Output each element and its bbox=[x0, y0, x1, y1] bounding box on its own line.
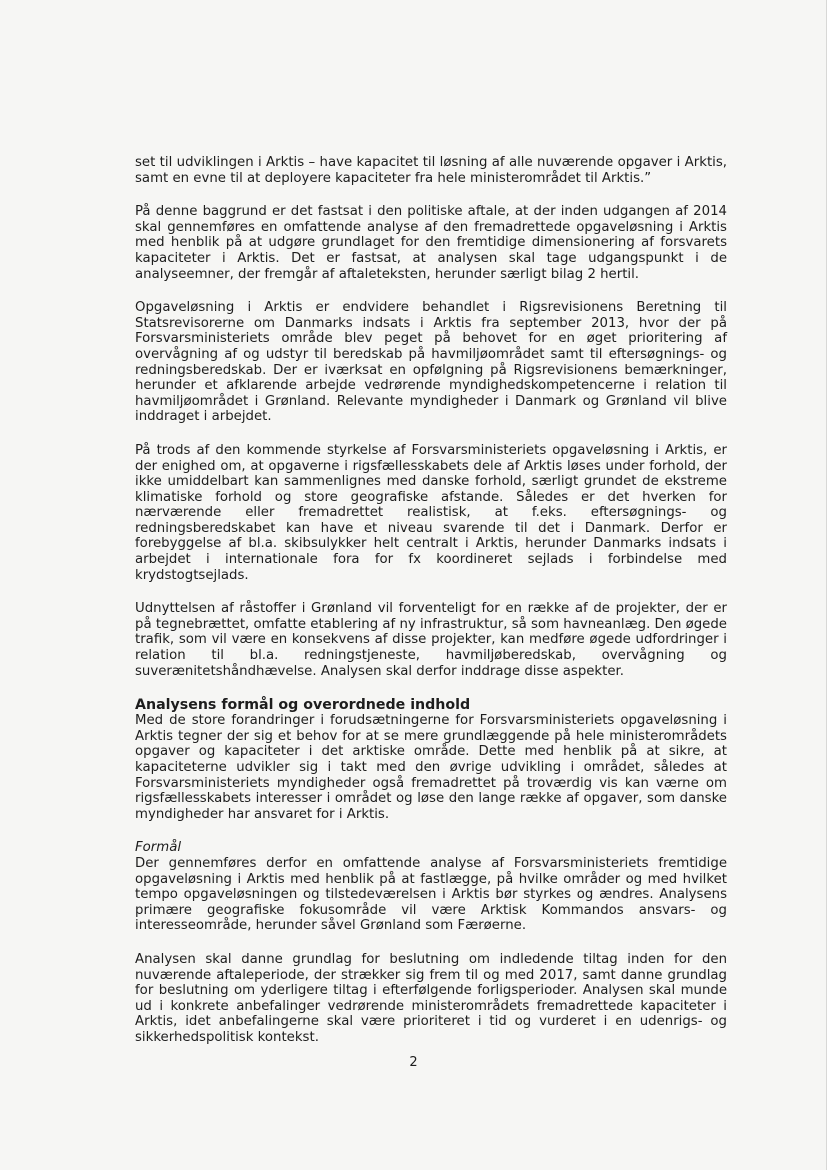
paragraph: Udnyttelsen af råstoffer i Grønland vil forventeligt for en række af de projekter, der er på tegnebrættet, omfatte etablering af ny infrastruktur, så som havneanlæg. Den øgede trafik, som vil være en konsekvens af disse projekter, kan medføre øgede udfordringer i relation til bl.a. redningstjeneste, havmiljøberedskab, overvågning og suverænitetshåndhævelse. Analysen skal derfor inddrage disse aspekter. bbox=[135, 601, 727, 679]
page-number: 2 bbox=[409, 1055, 418, 1070]
paragraph: På denne baggrund er det fastsat i den politiske aftale, at der inden udgangen af 2014 skal gennemføres en omfattende analyse af den fremadrettede opgaveløsning i Arktis med henblik på at udgøre grundlaget for den fremtidige dimensionering af forsvarets kapaciteter i Arktis. Det er fastsat, at analysen skal tage udgangspunkt i de analyseemner, der fremgår af aftaleteksten, herunder særligt bilag 2 hertil. bbox=[135, 204, 727, 282]
paragraph: Med de store forandringer i forudsætningerne for Forsvarsministeriets opgaveløsning i Arktis tegner der sig et behov for at se mere grundlæggende på hele ministerområdets opgaver og kapaciteter i det arktiske område. Dette med henblik på at sikre, at kapaciteterne udvikler sig i takt med den øvrige udvikling i området, således at Forsvarsministeriets myndigheder også fremadrettet på troværdig vis kan værne om rigsfællesskabets interesser i området og løse den lange række af opgaver, som danske myndigheder har ansvaret for i Arktis. bbox=[135, 713, 727, 822]
subsection-heading: Formål bbox=[135, 840, 182, 856]
page-content bbox=[135, 155, 727, 1064]
section-heading: Analysens formål og overordnede indhold bbox=[135, 697, 471, 714]
paragraph: Opgaveløsning i Arktis er endvidere behandlet i Rigsrevisionens Beretning til Statsrevisorerne om Danmarks indsats i Arktis fra september 2013, hvor der på Forsvarsministeriets område blev peget på behovet for en øget prioritering af overvågning af og udstyr til beredskab på havmiljøområdet samt til eftersøgnings- og redningsberedskab. Der er iværksat en opfølgning på Rigsrevisionens bemærkninger, herunder et afklarende arbejde vedrørende myndighedskompetencerne i relation til havmiljøområdet i Grønland. Relevante myndigheder i Danmark og Grønland vil blive inddraget i arbejdet. bbox=[135, 300, 727, 425]
paragraph: set til udviklingen i Arktis – have kapacitet til løsning af alle nuværende opgaver i Arktis, samt en evne til at deployere kapaciteter fra hele ministerområdet til Arktis.” bbox=[135, 155, 727, 186]
paragraph: På trods af den kommende styrkelse af Forsvarsministeriets opgaveløsning i Arktis, er der enighed om, at opgaverne i rigsfællesskabets dele af Arktis løses under forhold, der ikke umiddelbart kan sammenlignes med danske forhold, særligt grundet de ekstreme klimatiske forhold og store geografiske afstande. Således er det hverken for nærværende eller fremadrettet realistisk, at f.eks. eftersøgnings- og redningsberedskabet kan have et niveau svarende til det i Danmark. Derfor er forebyggelse af bl.a. skibsulykker helt centralt i Arktis, herunder Danmarks indsats i arbejdet i internationale fora for fx koordineret sejlads i forbindelse med krydstogtsejlads. bbox=[135, 442, 727, 583]
paragraph: Analysen skal danne grundlag for beslutning om indledende tiltag inden for den nuværende aftaleperiode, der strækker sig frem til og med 2017, samt danne grundlag for beslutning om yderligere tiltag i efterfølgende forligsperioder. Analysen skal munde ud i konkrete anbefalinger vedrørende ministerområdets fremadrettede kapaciteter i Arktis, idet anbefalingerne skal være prioriteret i tid og vurderet i en udenrigs- og sikkerhedspolitisk kontekst. bbox=[135, 951, 727, 1045]
paragraph: Der gennemføres derfor en omfattende analyse af Forsvarsministeriets fremtidige opgaveløsning i Arktis med henblik på at fastlægge, på hvilke områder og med hvilket tempo opgaveløsningen og tilstedeværelsen i Arktis bør styrkes og ændres. Analysens primære geografiske fokusområde vil være Arktisk Kommandos ansvars- og interesseområde, herunder såvel Grønland som Færøerne. bbox=[135, 855, 727, 934]
